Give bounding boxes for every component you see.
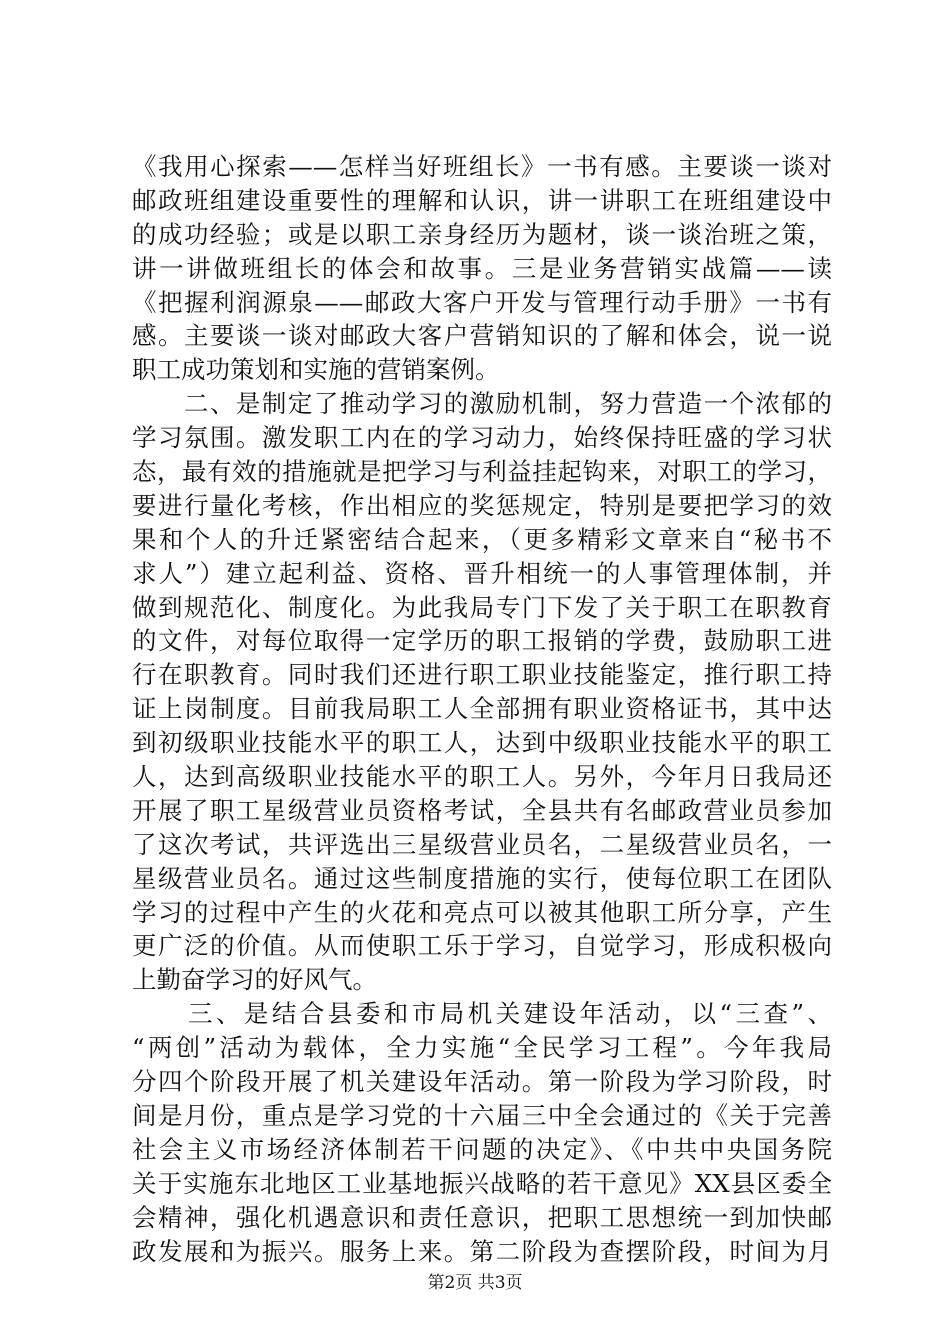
page-footer: 第2页 共3页 [427,1273,523,1293]
text-line: 间是月份，重点是学习党的十六届三中全会通过的《关于完善 [132,1100,832,1130]
text-line: 会精神，强化机遇意识和责任意识，把职工思想统一到加快邮 [132,1202,832,1232]
text-line: 要进行量化考核，作出相应的奖惩规定，特别是要把学习的效 [132,490,832,520]
text-line: 上勤奋学习的好风气。 [132,965,377,995]
text-line: “两创”活动为载体，全力实施“全民学习工程”。今年我局 [132,1033,832,1063]
text-line: 开展了职工星级营业员资格考试，全县共有名邮政营业员参加 [132,795,832,825]
text-line: 邮政班组建设重要性的理解和认识，讲一讲职工在班组建设中 [132,185,832,215]
text-line: 关于实施东北地区工业基地振兴战略的若干意见》XX县区委全 [132,1168,832,1198]
text-line: 政发展和为振兴。服务上来。第二阶段为查摆阶段，时间为月 [132,1236,832,1266]
text-line: 做到规范化、制度化。为此我局专门下发了关于职工在职教育 [132,592,832,622]
text-line: 到初级职业技能水平的职工人，达到中级职业技能水平的职工 [132,728,832,758]
text-line: 求人”）建立起利益、资格、晋升相统一的人事管理体制，并 [132,558,832,588]
text-line: 《把握利润源泉——邮政大客户开发与管理行动手册》一书有 [132,287,832,317]
text-line: 的文件，对每位取得一定学历的职工报销的学费，鼓励职工进 [132,626,832,656]
text-line: 人，达到高级职业技能水平的职工人。另外，今年月日我局还 [132,762,832,792]
text-line: 星级营业员名。通过这些制度措施的实行，使每位职工在团队 [132,863,832,893]
text-line: 证上岗制度。目前我局职工人全部拥有职业资格证书，其中达 [132,694,832,724]
text-line: 行在职教育。同时我们还进行职工职业技能鉴定，推行职工持 [132,660,832,690]
text-line: 更广泛的价值。从而使职工乐于学习，自觉学习，形成积极向 [132,931,832,961]
text-line: 态，最有效的措施就是把学习与利益挂起钩来，对职工的学习， [132,457,832,487]
text-line: 职工成功策划和实施的营销案例。 [132,355,500,385]
text-line: 了这次考试，共评选出三星级营业员名，二星级营业员名，一 [132,829,832,859]
text-line: 讲一讲做班组长的体会和故事。三是业务营销实战篇——读 [132,253,832,283]
text-line: 三、是结合县委和市局机关建设年活动，以“三查”、 [132,999,832,1029]
text-line: 果和个人的升迁紧密结合起来，（更多精彩文章来自“秘书不 [132,524,832,554]
text-line: 二、是制定了推动学习的激励机制，努力营造一个浓郁的 [132,389,832,419]
text-line: 分四个阶段开展了机关建设年活动。第一阶段为学习阶段，时 [132,1067,832,1097]
text-line: 的成功经验；或是以职工亲身经历为题材，谈一谈治班之策， [132,219,832,249]
text-line: 《我用心探索——怎样当好班组长》一书有感。主要谈一谈对 [132,152,832,181]
text-line: 社会主义市场经济体制若干问题的决定》、《中共中央国务院 [132,1134,832,1164]
text-line: 感。主要谈一谈对邮政大客户营销知识的了解和体会，说一说 [132,321,832,351]
document-body [132,150,832,1268]
text-line: 学习的过程中产生的火花和亮点可以被其他职工所分享，产生 [132,897,832,927]
text-line: 学习氛围。激发职工内在的学习动力，始终保持旺盛的学习状 [132,423,832,453]
